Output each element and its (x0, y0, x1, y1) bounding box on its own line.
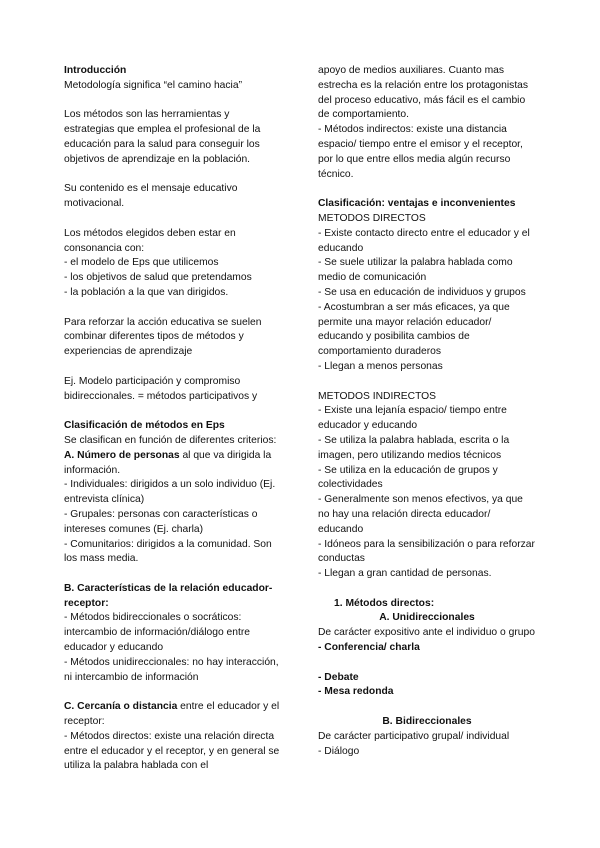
list-item: - la población a la que van dirigidos. (64, 286, 229, 298)
intro-definition: Metodología significa “el camino hacia” (64, 79, 242, 91)
list-item: - Generalmente son menos efectivos, ya que no hay una relación directa educador/ educando (318, 494, 523, 535)
list-item: - Métodos bidireccionales o socráticos: intercambio de información/diálogo entre educador y educando (64, 612, 251, 654)
list-item: - Llegan a gran cantidad de personas. (318, 568, 492, 580)
list-item: - Mesa redonda (318, 686, 394, 698)
unidirectional-description: De carácter expositivo ante el individuo o grupo (318, 627, 535, 639)
intro-heading: Introducción (64, 65, 127, 76)
list-item: - Existe contacto directo entre el educador y el educando (318, 227, 530, 254)
list-item: - los objetivos de salud que pretendamos (64, 272, 252, 284)
list-item: - Se utiliza en la educación de grupos y colectividades (318, 464, 498, 491)
list-item: - Llegan a menos personas (318, 360, 443, 372)
reinforce-paragraph: Para reforzar la acción educativa se suelen combinar diferentes tipos de métodos y experiencias de aprendizaje (64, 316, 262, 358)
list-item: - Grupales: personas con características o intereses comunes (Ej. charla) (64, 508, 258, 535)
left-column (64, 64, 282, 774)
methods-paragraph: Los métodos son las herramientas y estrategias que emplea el profesional de la educación para la salud para conseguir los objetivos de aprendizaje en la población. (64, 109, 261, 165)
list-item: - Se utiliza la palabra hablada, escrita o la imagen, pero utilizando medios técnicos (318, 434, 510, 461)
section-1-heading: 1. Métodos directos: (334, 597, 435, 609)
example-paragraph: Ej. Modelo participación y compromiso bidireccionales. = métodos participativos y (64, 375, 258, 402)
list-item: - Se usa en educación de individuos y grupos (318, 286, 526, 298)
bidirectional-description: De carácter participativo grupal/ individual (318, 730, 510, 742)
list-item: - Acostumbran a ser más eficaces, ya que permite una mayor relación educador/ educando y posibilita cambios de comportamiento duraderos (318, 301, 510, 358)
direct-methods-heading: METODOS DIRECTOS (318, 212, 426, 224)
content-paragraph: Su contenido es el mensaje educativo motivacional. (64, 183, 238, 210)
list-item: - Idóneos para la sensibilización o para reforzar conductas (318, 538, 535, 565)
bidirectional-heading: B. Bidireccionales (382, 716, 472, 728)
indirect-methods-heading: METODOS INDIRECTOS (318, 390, 437, 402)
criterion-b-heading: B. Características de la relación educador- receptor: (64, 582, 273, 609)
advantages-heading: Clasificación: ventajas e inconvenientes (318, 198, 516, 210)
criterion-c-label: C. Cercanía o distancia (64, 701, 178, 713)
list-item: - Métodos directos: existe una relación directa entre el educador y el receptor, y en general se utiliza la palabra hablada con el (64, 730, 280, 772)
list-item: - Conferencia/ charla (318, 642, 420, 654)
unidirectional-heading: A. Unidireccionales (379, 612, 475, 624)
list-item: - Métodos unidireccionales: no hay interacción, ni intercambio de información (64, 656, 279, 683)
list-item: - Comunitarios: dirigidos a la comunidad. Son los mass media. (64, 538, 272, 565)
criterion-a-label: A. Número de personas (64, 449, 180, 461)
criterion-a-text: al que va dirigida la información. (64, 449, 272, 476)
right-column (318, 64, 536, 759)
chosen-methods-paragraph: Los métodos elegidos deben estar en consonancia con: (64, 227, 236, 254)
list-item: - Existe una lejanía espacio/ tiempo entre educador y educando (318, 405, 507, 432)
continuation-paragraph: apoyo de medios auxiliares. Cuanto mas estrecha es la relación entre los protagonistas del proceso educativo, más fácil es el cambio de comportamiento. (318, 65, 529, 121)
list-item: - Diálogo (318, 745, 360, 757)
criterion-c-text: entre el educador y el receptor: (64, 701, 280, 728)
classification-intro: Se clasifican en función de diferentes criterios: (64, 434, 277, 446)
list-item: - Individuales: dirigidos a un solo individuo (Ej. entrevista clínica) (64, 479, 276, 506)
classification-heading: Clasificación de métodos en Eps (64, 420, 225, 432)
criterion-c (64, 700, 282, 730)
criterion-a (64, 449, 282, 479)
list-item: - el modelo de Eps que utilicemos (64, 257, 219, 269)
list-item: - Métodos indirectos: existe una distancia espacio/ tiempo entre el emisor y el receptor, por lo que entre ellos media algún recurso técnico. (318, 124, 523, 180)
list-item: - Debate (318, 671, 359, 683)
list-item: - Se suele utilizar la palabra hablada como medio de comunicación (318, 257, 513, 284)
